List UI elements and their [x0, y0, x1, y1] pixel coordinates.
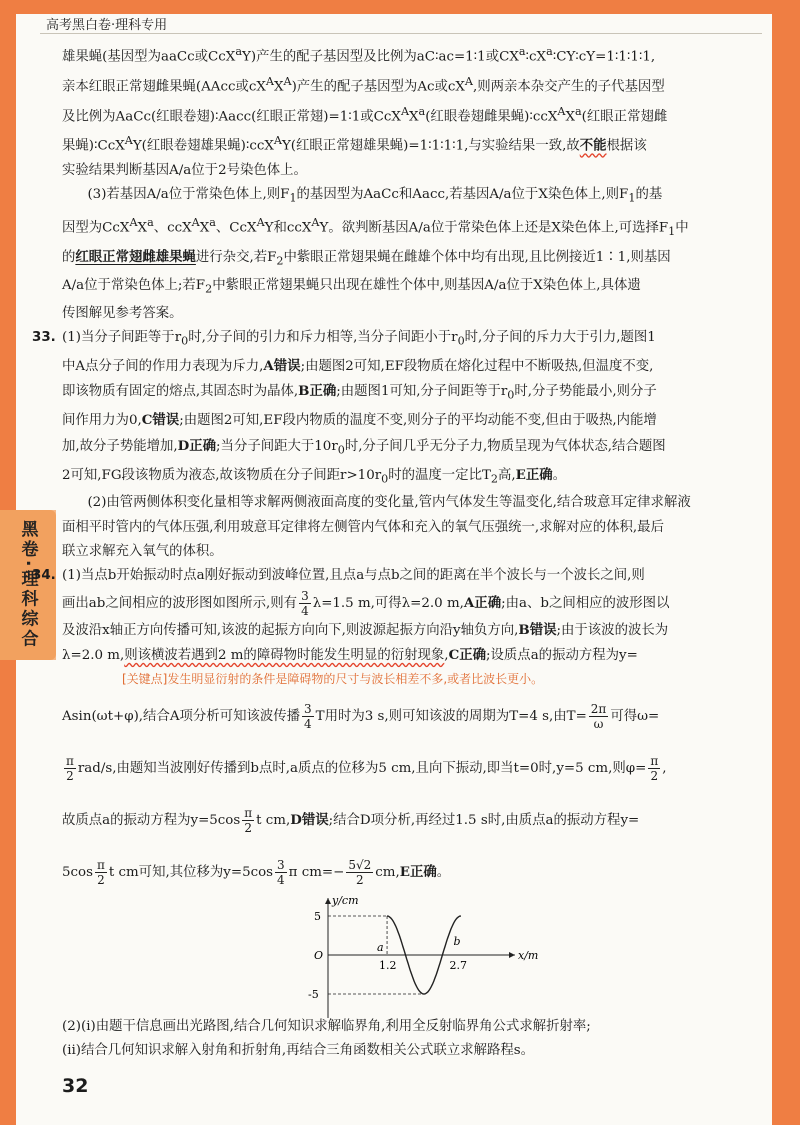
question-33-number: 33.: [32, 330, 56, 345]
question-34: 34. (1)当点b开始振动时点a刚好振动到波峰位置,且点a与点b之间的距离在半个波长与一个波长之间,则 画出ab之间相应的波形图如图所示,则有 $\frac{3}{4}$ λ=1.5 m,可得λ=2.0 m,A正确;由a、b之间相应的波形图以 及波沿x轴正方向传播可知,该波的起振方向向下,则波源起振方向沿y轴负方向,B错误;由于该波的波长为 λ=2.0 m,则该横波若遇到2 m的障碍物时能发生明显的衍射现象,C正确;设质点a的振动方程为y=: [62, 564, 752, 668]
key-point-note: [关键点]发生明显衍射的条件是障碍物的尺寸与波长相差不多,或者比波长更小。: [122, 672, 544, 687]
x-tick-1-2: 1.2: [379, 959, 397, 972]
part-2-ii: (ⅱ)结合几何知识求解入射角和折射角,再结合三角函数相关公式联立求解路程s。: [62, 1043, 535, 1058]
math-line-2: $\frac{\pi}{2}$ rad/s,由题知当波刚好传播到b点时,a质点的位移为5 cm,且向下振动,即当t=0时,y=5 cm,则φ= $\frac{\pi}{2}$ ,: [66, 753, 667, 783]
header-strip: [0, 0, 800, 14]
paragraph-2: (3)若基因A/a位于常染色体上,则$F_1$的基因型为AaCc和Aacc,若基因A/a位于X染色体上,则$F_1$的基 因型为$CcX^AX^a$、$ccX^AX^a$、CcX$^A$Y和ccX$^A$Y。欲判断基因A/a位于常染色体上还是X染色体上,可选择$F_1$中 的红眼正常翅雌雄果蝇进行杂交,若$F_2$中紫眼正常翅果蝇在雌雄个体中均有出现,且比例接近1∶1,则基因 A/a位于常染色体上;若$F_2$中紫眼正常翅果蝇只出现在雄性个体中,则基因A/a位于X染色体上,具体遗 传图解见参考答案。: [62, 187, 689, 321]
page-content: [32, 40, 752, 898]
math-line-1: Asin(ωt+φ),结合A项分析可知该波传播 $\frac{3}{4}$ T用时为3 s,则可知该波的周期为T=4 s,由T= $\frac{2\pi}{\omega}$ 可得ω=: [62, 701, 660, 731]
fraction: $\frac{3}{4}$: [301, 588, 309, 618]
wave-chart: [300, 890, 540, 1020]
y-tick-neg5: -5: [308, 988, 319, 1001]
point-b-label: b: [453, 935, 461, 948]
point-a-label: a: [377, 941, 384, 954]
side-tab: 黑卷·理科综合: [0, 510, 56, 660]
x-axis-label: x/m: [518, 949, 539, 962]
page-header: 高考黑白卷·理科专用: [46, 18, 168, 33]
paragraph-1: 雄果蝇(基因型为aaCc或CcX$^a$Y)产生的配子基因型及比例为aC∶ac=1∶1或$CX^a∶cX^a∶CY∶cY=1∶1∶1∶1$, 亲本红眼正常翅雌果蝇(AAcc或$cX^AX^A$)产生的配子基因型为Ac或$cX^A$,则两亲本杂交产生的子代基因型 及比例为AaCc(红眼卷翅)∶Aacc(红眼正常翅)=1∶1或$CcX^AX^a$(红眼卷翅雌果蝇)$∶ccX^AX^a$(红眼正常翅雌 果蝇)∶CcX$^A$Y(红眼卷翅雄果蝇)∶ccX$^A$Y(红眼正常翅雄果蝇)=1∶1∶1∶1,与实验结果一致,故不能根据该 实验结果判断基因A/a位于2号染色体上。: [62, 45, 668, 179]
question-33-part-2: (2)由管两侧体积变化量相等求解两侧液面高度的变化量,管内气体发生等温变化,结合玻意耳定律求解液 面相平时管内的气体压强,利用玻意耳定律将左侧管内气体和充入的氧气压强统一,求解对应的体积,最后 联立求解充入氧气的体积。: [62, 495, 691, 560]
question-34-number: 34.: [32, 568, 56, 584]
origin-label: O: [314, 949, 324, 962]
emphasis-cannot: 不能: [579, 137, 607, 154]
question-33: 33. (1)当分子间距等于$r_0$时,分子间的引力和斥力相等,当分子间距小于$r_0$时,分子间的斥力大于引力,题图1 中A点分子间的作用力表现为斥力,A错误;由题图2可知,EF段物质在熔化过程中不断吸热,但温度不变, 即该物质有固定的熔点,其固态时为晶体,B正确;由题图1可知,分子间距等于$r_0$时,分子势能最小,则分子 间作用力为0,C错误;由题图2可知,EF段内物质的温度不变,则分子的平均动能不变,但由于吸热,内能增 加,故分子势能增加,D正确;当分子间距大于$10r_0$时,分子间几乎无分子力,物质呈现为气体状态,结合题图 2可知,FG段该物质为液态,故该物质在分子间距$r>10r_0$时的温度一定比$T_2$高,E正确。: [62, 326, 752, 491]
x-tick-2-7: 2.7: [449, 959, 467, 972]
part-2-i: (2)(ⅰ)由题干信息画出光路图,结合几何知识求解临界角,利用全反射临界角公式求解折射率;: [62, 1019, 591, 1034]
math-line-4: 5cos $\frac{\pi}{2}$ t cm可知,其位移为y=5cos $\frac{3}{4}$ π cm=− $\frac{5√2}{2}$ cm,E正确。: [62, 857, 451, 887]
y-axis-label: y/cm: [332, 894, 359, 907]
emphasis-red-eye: 红眼正常翅雌雄果蝇: [75, 248, 196, 265]
math-line-3: 故质点a的振动方程为y=5cos $\frac{\pi}{2}$ t cm,D错误;结合D项分析,再经过1.5 s时,由质点a的振动方程y=: [62, 805, 640, 835]
header-rule: [40, 33, 762, 34]
y-tick-5: 5: [314, 910, 321, 923]
page-number: 32: [62, 1075, 89, 1097]
right-edge-band: [772, 0, 800, 1125]
question-34-part-2: [62, 1015, 752, 1063]
key-point-sentence: 则该横波若遇到2 m的障碍物时能发生明显的衍射现象: [124, 647, 445, 663]
